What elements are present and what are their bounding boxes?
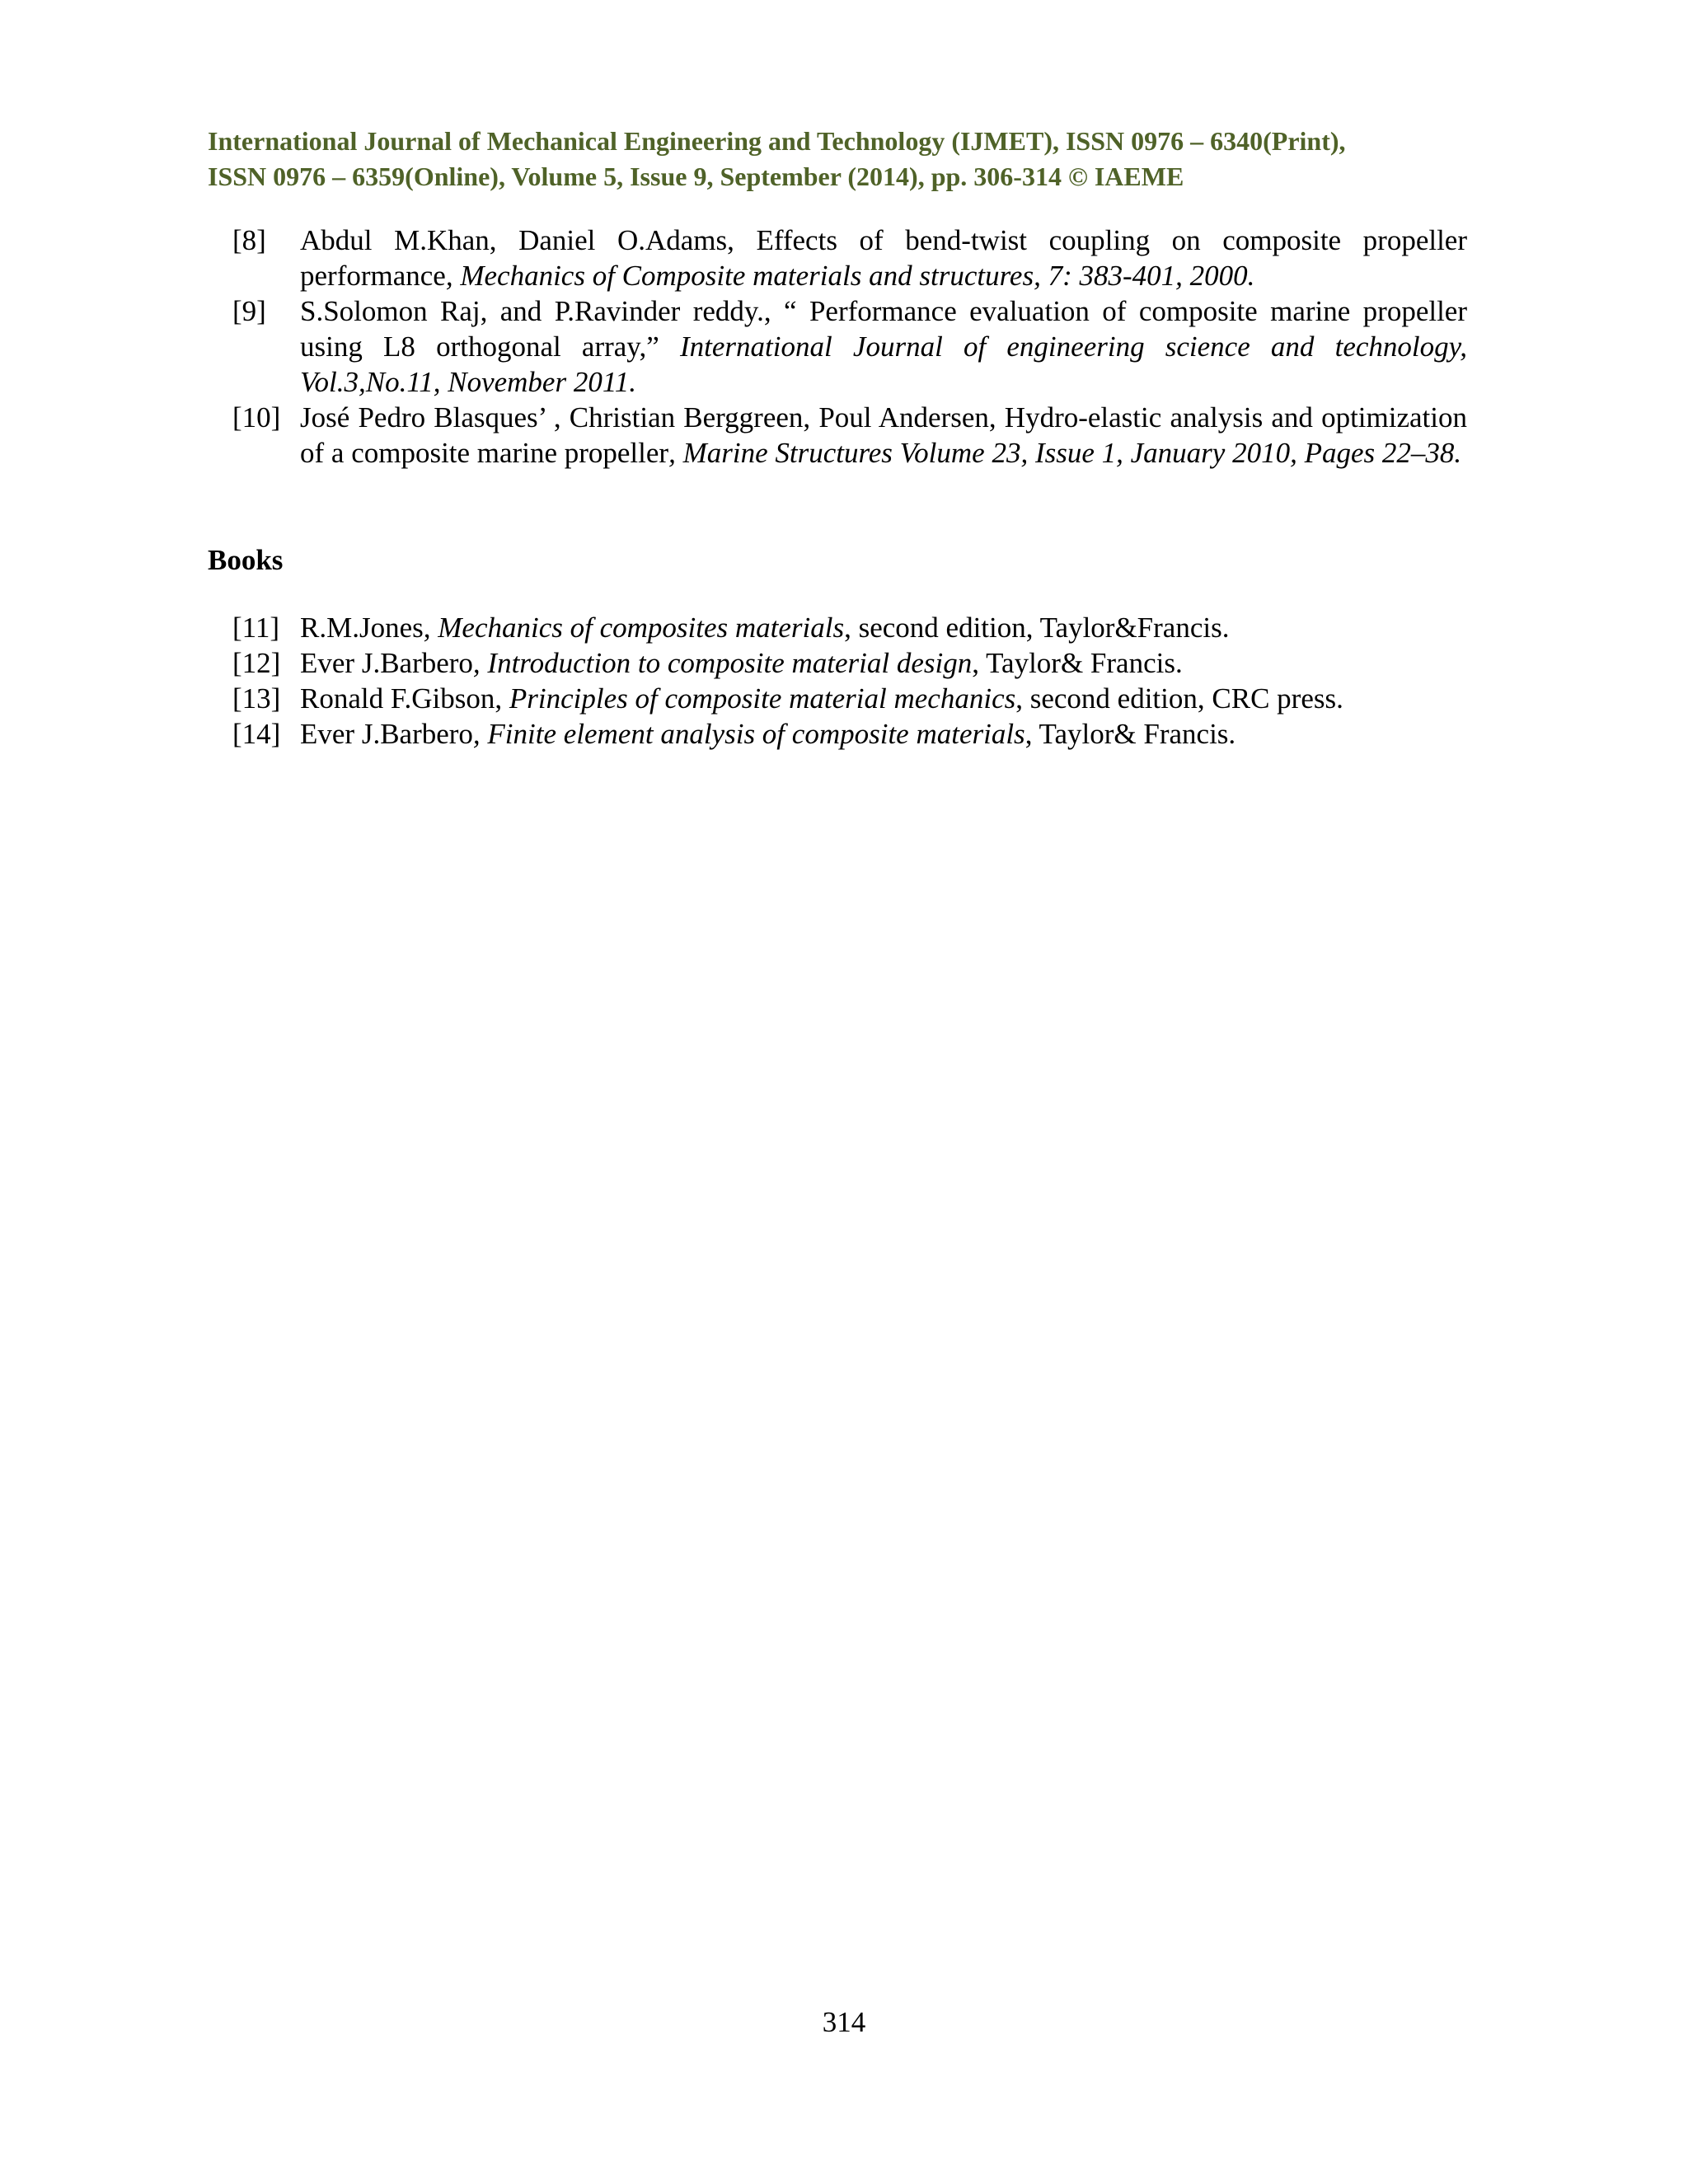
reference-source: , Mechanics of Composite materials and structures, 7: 383-401, 2000. <box>445 260 1255 292</box>
journal-header-line-1: International Journal of Mechanical Engineering and Technology (IJMET), ISSN 0976 – 6340(Print), <box>208 126 1346 156</box>
reference-number: [10] <box>232 401 281 434</box>
reference-item <box>208 645 1467 681</box>
reference-text <box>300 681 1467 716</box>
reference-number: [12] <box>232 647 281 679</box>
reference-title: , Mechanics of composites materials <box>423 612 845 644</box>
reference-text <box>300 400 1467 471</box>
reference-number: [8] <box>232 224 266 256</box>
reference-title: , Introduction to composite material design <box>472 647 973 679</box>
journal-header <box>208 124 1467 194</box>
reference-text <box>300 645 1467 681</box>
book-reference-list <box>208 610 1467 752</box>
reference-author: R.M.Jones <box>300 612 424 644</box>
reference-text <box>300 716 1467 752</box>
page-number: 314 <box>822 2006 866 2038</box>
reference-item <box>208 293 1467 400</box>
reference-number: [14] <box>232 718 281 750</box>
reference-number: [9] <box>232 295 266 327</box>
reference-number: [13] <box>232 682 281 715</box>
journal-reference-list <box>208 223 1467 471</box>
reference-source: International Journal of engineering science and technology, Vol.3,No.11, November 2011. <box>300 330 1467 398</box>
reference-authors: Abdul M.Khan, Daniel O.Adams, Effects of bend-twist coupling on composite propeller performance <box>300 224 1467 292</box>
reference-publisher: , second edition, CRC press. <box>1015 682 1343 715</box>
reference-authors: S.Solomon Raj, and P.Ravinder reddy., “ Performance evaluation of composite marine propeller using L8 orthogonal array,” <box>300 295 1467 363</box>
reference-item <box>208 223 1467 293</box>
reference-text <box>300 610 1467 645</box>
reference-title: , Finite element analysis of composite materials <box>472 718 1025 750</box>
reference-item <box>208 681 1467 716</box>
reference-item <box>208 400 1467 471</box>
books-section-heading: Books <box>208 544 284 576</box>
reference-source: , Marine Structures Volume 23, Issue 1, January 2010, Pages 22–38. <box>668 437 1462 469</box>
reference-item <box>208 716 1467 752</box>
reference-publisher: , second edition, Taylor&Francis. <box>844 612 1230 644</box>
reference-item <box>208 610 1467 645</box>
reference-author: Ronald F.Gibson, <box>300 682 509 715</box>
reference-author: Ever J.Barbero <box>300 647 473 679</box>
reference-author: Ever J.Barbero <box>300 718 473 750</box>
reference-text <box>300 293 1467 400</box>
reference-number: [11] <box>232 612 280 644</box>
reference-text <box>300 223 1467 293</box>
reference-publisher: , Taylor& Francis. <box>1025 718 1236 750</box>
reference-publisher: , Taylor& Francis. <box>972 647 1183 679</box>
reference-title: Principles of composite material mechanics <box>509 682 1016 715</box>
reference-authors: José Pedro Blasques’ , Christian Berggreen, Poul Andersen, Hydro-elastic analysis and optimization of a composite marine propeller <box>300 401 1467 469</box>
journal-header-line-2: ISSN 0976 – 6359(Online), Volume 5, Issue 9, September (2014), pp. 306-314 © IAEME <box>208 162 1184 191</box>
